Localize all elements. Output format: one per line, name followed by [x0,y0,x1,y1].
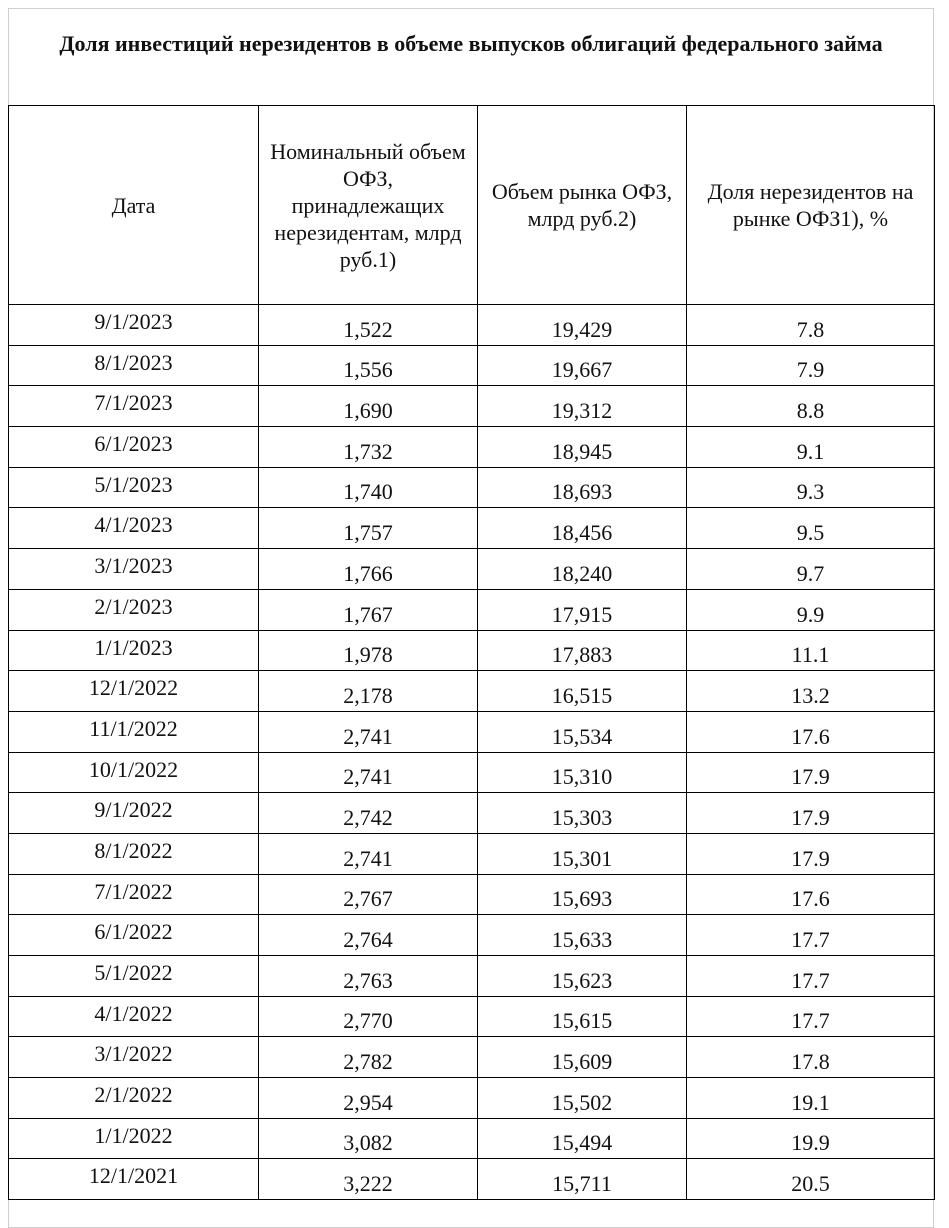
table-row [9,956,935,997]
table-body [9,305,935,1200]
cell-market-volume: 16,515 [478,671,687,712]
cell-market-volume: 15,633 [478,915,687,956]
cell-nonresident-share: 19.1 [687,1078,935,1119]
table-row [9,345,935,386]
cell-nonresident-volume: 2,764 [259,915,478,956]
cell-nonresident-volume: 2,763 [259,956,478,997]
cell-nonresident-volume: 1,732 [259,427,478,468]
table-row [9,996,935,1037]
cell-date: 4/1/2022 [9,996,259,1037]
table-row [9,671,935,712]
table-row [9,874,935,915]
cell-nonresident-volume: 1,690 [259,386,478,427]
cell-nonresident-share: 17.7 [687,915,935,956]
cell-date: 8/1/2023 [9,345,259,386]
cell-nonresident-volume: 1,757 [259,508,478,549]
table-row [9,752,935,793]
cell-nonresident-share: 17.9 [687,752,935,793]
cell-nonresident-volume: 2,782 [259,1037,478,1078]
cell-nonresident-share: 9.9 [687,589,935,630]
header-date: Дата [9,106,259,305]
cell-nonresident-volume: 1,556 [259,345,478,386]
data-table [8,105,935,1200]
cell-market-volume: 15,711 [478,1159,687,1200]
header-market-volume: Объем рынка ОФЗ, млрд руб.2) [478,106,687,305]
table-title: Доля инвестиций нерезидентов в объеме выпусков облигаций федерального займа [59,31,883,56]
cell-date: 5/1/2023 [9,467,259,508]
cell-market-volume: 15,609 [478,1037,687,1078]
cell-nonresident-share: 8.8 [687,386,935,427]
cell-date: 4/1/2023 [9,508,259,549]
cell-market-volume: 15,310 [478,752,687,793]
table-row [9,793,935,834]
table-row [9,1159,935,1200]
cell-nonresident-volume: 2,954 [259,1078,478,1119]
table-row [9,467,935,508]
cell-date: 5/1/2022 [9,956,259,997]
cell-nonresident-share: 7.9 [687,345,935,386]
table-row [9,630,935,671]
cell-nonresident-share: 9.5 [687,508,935,549]
header-nonresident-share: Доля нерезидентов на рынке ОФЗ1), % [687,106,935,305]
table-row [9,305,935,346]
table-row [9,1118,935,1159]
cell-date: 2/1/2022 [9,1078,259,1119]
cell-market-volume: 15,615 [478,996,687,1037]
cell-market-volume: 19,312 [478,386,687,427]
cell-nonresident-volume: 1,978 [259,630,478,671]
cell-market-volume: 18,693 [478,467,687,508]
header-nonresident-volume: Номинальный объем ОФЗ, принадлежащих нерезидентам, млрд руб.1) [259,106,478,305]
cell-market-volume: 17,915 [478,589,687,630]
cell-nonresident-volume: 2,767 [259,874,478,915]
cell-date: 2/1/2023 [9,589,259,630]
cell-nonresident-volume: 1,766 [259,549,478,590]
cell-nonresident-volume: 2,741 [259,752,478,793]
cell-nonresident-share: 13.2 [687,671,935,712]
table-row [9,1078,935,1119]
cell-nonresident-volume: 2,770 [259,996,478,1037]
cell-date: 12/1/2022 [9,671,259,712]
cell-market-volume: 19,429 [478,305,687,346]
cell-market-volume: 18,945 [478,427,687,468]
table-row [9,915,935,956]
cell-nonresident-share: 9.3 [687,467,935,508]
cell-nonresident-volume: 2,178 [259,671,478,712]
cell-nonresident-volume: 2,741 [259,833,478,874]
cell-date: 12/1/2021 [9,1159,259,1200]
cell-nonresident-volume: 1,740 [259,467,478,508]
cell-date: 1/1/2023 [9,630,259,671]
cell-nonresident-volume: 2,741 [259,711,478,752]
table-row [9,833,935,874]
cell-nonresident-share: 17.9 [687,793,935,834]
cell-nonresident-share: 17.7 [687,956,935,997]
cell-market-volume: 18,456 [478,508,687,549]
cell-market-volume: 15,303 [478,793,687,834]
cell-nonresident-share: 17.9 [687,833,935,874]
table-row [9,508,935,549]
cell-date: 6/1/2022 [9,915,259,956]
cell-market-volume: 15,623 [478,956,687,997]
cell-nonresident-share: 17.6 [687,874,935,915]
cell-date: 7/1/2023 [9,386,259,427]
table-row [9,386,935,427]
cell-market-volume: 18,240 [478,549,687,590]
cell-nonresident-share: 17.6 [687,711,935,752]
cell-nonresident-volume: 3,082 [259,1118,478,1159]
table-row [9,549,935,590]
table-header-row [9,106,935,305]
cell-nonresident-share: 9.7 [687,549,935,590]
cell-nonresident-volume: 3,222 [259,1159,478,1200]
cell-date: 3/1/2023 [9,549,259,590]
cell-nonresident-share: 7.8 [687,305,935,346]
cell-nonresident-share: 19.9 [687,1118,935,1159]
cell-market-volume: 15,693 [478,874,687,915]
cell-date: 1/1/2022 [9,1118,259,1159]
cell-market-volume: 17,883 [478,630,687,671]
cell-nonresident-share: 11.1 [687,630,935,671]
table-row [9,711,935,752]
table-row [9,1037,935,1078]
cell-market-volume: 15,534 [478,711,687,752]
table-row [9,589,935,630]
cell-nonresident-share: 17.8 [687,1037,935,1078]
cell-market-volume: 19,667 [478,345,687,386]
cell-date: 8/1/2022 [9,833,259,874]
cell-nonresident-volume: 1,767 [259,589,478,630]
cell-date: 3/1/2022 [9,1037,259,1078]
cell-date: 9/1/2022 [9,793,259,834]
table-row [9,427,935,468]
cell-nonresident-share: 17.7 [687,996,935,1037]
cell-date: 9/1/2023 [9,305,259,346]
cell-date: 11/1/2022 [9,711,259,752]
cell-nonresident-share: 9.1 [687,427,935,468]
cell-nonresident-volume: 1,522 [259,305,478,346]
cell-market-volume: 15,301 [478,833,687,874]
cell-nonresident-share: 20.5 [687,1159,935,1200]
cell-date: 6/1/2023 [9,427,259,468]
cell-market-volume: 15,494 [478,1118,687,1159]
cell-market-volume: 15,502 [478,1078,687,1119]
cell-date: 7/1/2022 [9,874,259,915]
cell-date: 10/1/2022 [9,752,259,793]
cell-nonresident-volume: 2,742 [259,793,478,834]
